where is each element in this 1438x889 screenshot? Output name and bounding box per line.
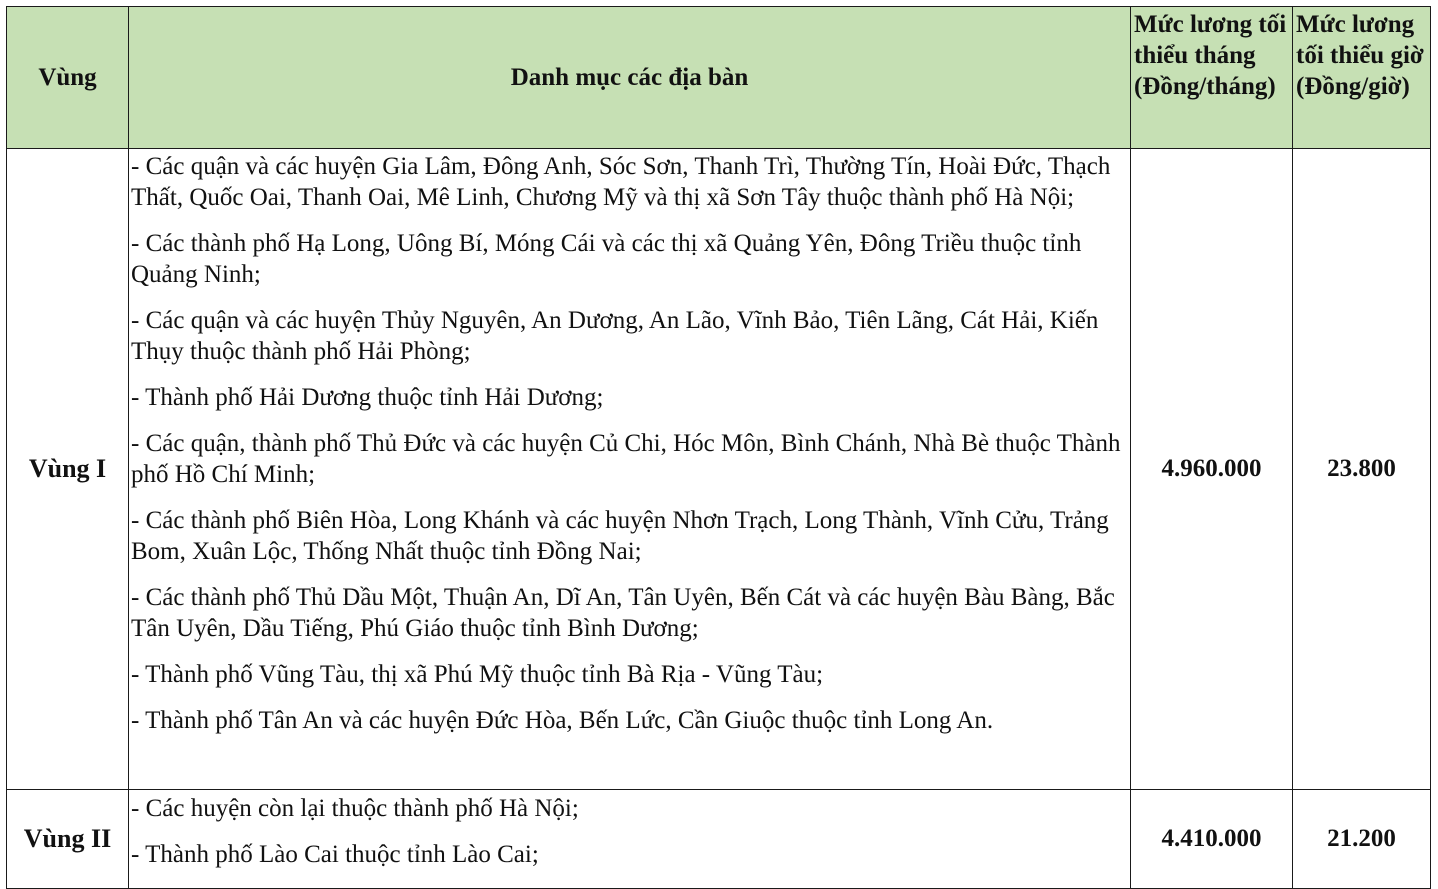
table-body: [7, 149, 1431, 889]
monthly-wage-value: 4.410.000: [1131, 790, 1293, 889]
header-monthly-wage: Mức lương tối thiểu tháng (Đồng/tháng): [1131, 7, 1293, 149]
header-row: [7, 7, 1431, 149]
region-label: Vùng I: [7, 149, 129, 790]
list-item: - Các thành phố Thủ Dầu Một, Thuận An, Dĩ An, Tân Uyên, Bến Cát và các huyện Bàu Bàng, Bắc Tân Uyên, Dầu Tiếng, Phú Giáo thuộc tỉnh Bình Dương;: [131, 584, 1115, 642]
header-localities: Danh mục các địa bàn: [129, 7, 1131, 149]
locality-list: [129, 790, 1131, 889]
list-item: - Các huyện còn lại thuộc thành phố Hà Nội;: [131, 795, 579, 822]
list-item: - Các thành phố Hạ Long, Uông Bí, Móng Cái và các thị xã Quảng Yên, Đông Triều thuộc tỉnh Quảng Ninh;: [131, 230, 1082, 288]
header-region: Vùng: [7, 7, 129, 149]
table-header: [7, 7, 1431, 149]
list-item: - Thành phố Hải Dương thuộc tỉnh Hải Dương;: [131, 384, 604, 411]
list-item: - Thành phố Vũng Tàu, thị xã Phú Mỹ thuộc tỉnh Bà Rịa - Vũng Tàu;: [131, 661, 824, 688]
list-item: - Các quận và các huyện Thủy Nguyên, An Dương, An Lão, Vĩnh Bảo, Tiên Lãng, Cát Hải, Kiến Thụy thuộc thành phố Hải Phòng;: [131, 307, 1099, 365]
header-hourly-wage: Mức lương tối thiểu giờ (Đồng/giờ): [1293, 7, 1431, 149]
monthly-wage-value: 4.960.000: [1131, 149, 1293, 790]
list-item: - Thành phố Tân An và các huyện Đức Hòa, Bến Lức, Cần Giuộc thuộc tỉnh Long An.: [131, 707, 994, 734]
table-row: [7, 790, 1431, 889]
hourly-wage-value: 23.800: [1293, 149, 1431, 790]
locality-list: [129, 149, 1131, 790]
region-label: Vùng II: [7, 790, 129, 889]
hourly-wage-value: 21.200: [1293, 790, 1431, 889]
list-item: - Các quận, thành phố Thủ Đức và các huyện Củ Chi, Hóc Môn, Bình Chánh, Nhà Bè thuộc Thành phố Hồ Chí Minh;: [131, 430, 1121, 488]
list-item: - Thành phố Lào Cai thuộc tỉnh Lào Cai;: [131, 841, 539, 868]
minimum-wage-table: [6, 6, 1431, 889]
list-item: - Các quận và các huyện Gia Lâm, Đông Anh, Sóc Sơn, Thanh Trì, Thường Tín, Hoài Đức, Thạch Thất, Quốc Oai, Thanh Oai, Mê Linh, Chương Mỹ và thị xã Sơn Tây thuộc thành phố Hà Nội;: [131, 153, 1111, 211]
list-item: - Các thành phố Biên Hòa, Long Khánh và các huyện Nhơn Trạch, Long Thành, Vĩnh Cửu, Trảng Bom, Xuân Lộc, Thống Nhất thuộc tỉnh Đồng Nai;: [131, 507, 1109, 565]
table-row: [7, 149, 1431, 790]
